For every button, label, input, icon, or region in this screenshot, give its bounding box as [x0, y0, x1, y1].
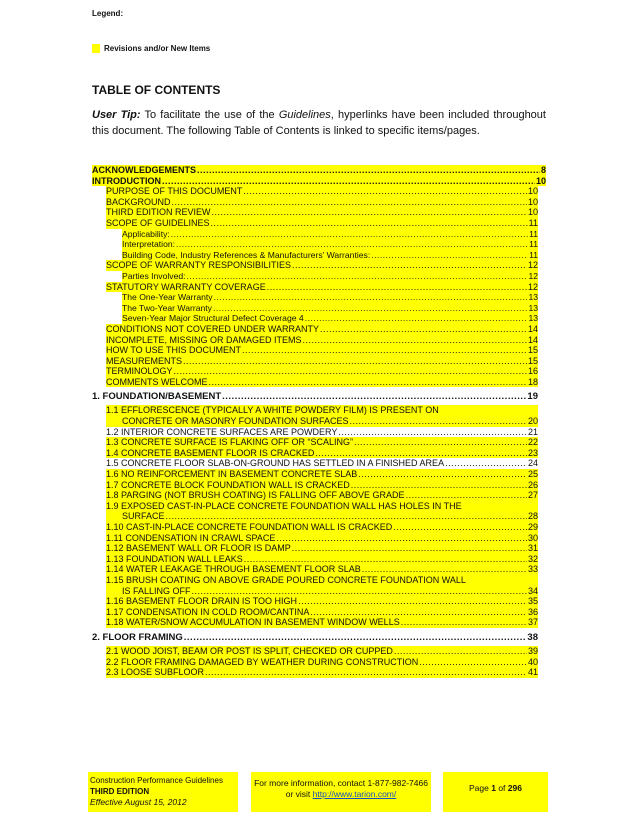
toc-dot-leader — [174, 366, 527, 377]
toc-page-number: 21 — [527, 426, 538, 437]
toc-page-number: 34 — [527, 585, 538, 596]
toc-entry[interactable] — [92, 335, 546, 346]
toc-page-number: 35 — [527, 596, 538, 607]
toc-dot-leader — [358, 469, 527, 480]
toc-entry-link[interactable] — [106, 405, 538, 426]
toc-page-number: 26 — [527, 479, 538, 490]
toc-entry-label: ACKNOWLEDGEMENTS — [92, 165, 196, 175]
toc-entry-label: THIRD EDITION REVIEW — [106, 207, 211, 218]
toc-entry-link[interactable] — [106, 575, 538, 596]
toc-entry-link[interactable] — [106, 197, 538, 208]
toc-dot-leader — [172, 197, 527, 208]
toc-dot-leader — [354, 437, 527, 448]
toc-entry-link[interactable] — [122, 271, 538, 282]
toc-dot-leader — [315, 448, 527, 459]
toc-page-number: 20 — [527, 416, 538, 427]
toc-entry-link[interactable] — [106, 596, 538, 607]
toc-dot-leader — [205, 667, 527, 678]
toc-entry-label: 1.2 INTERIOR CONCRETE SURFACES ARE POWDERY — [106, 426, 338, 437]
toc-dot-leader — [276, 533, 527, 544]
toc-entry-label: INCOMPLETE, MISSING OR DAMAGED ITEMS — [106, 334, 302, 345]
toc-entry[interactable] — [92, 469, 546, 480]
toc-entry-label: 1. FOUNDATION/BASEMENT — [92, 391, 222, 403]
toc-page-number: 10 — [527, 186, 538, 197]
toc-entry[interactable] — [92, 533, 546, 544]
toc-entry[interactable] — [92, 218, 546, 229]
toc-entry[interactable] — [92, 405, 546, 426]
footer-effective-date: Effective August 15, 2012 — [90, 797, 187, 807]
toc-page-number: 18 — [527, 376, 538, 387]
toc-dot-leader — [183, 356, 527, 367]
toc-heading: TABLE OF CONTENTS — [92, 83, 221, 97]
toc-dot-leader — [445, 458, 527, 469]
toc-entry-label: 1.13 FOUNDATION WALL LEAKS — [106, 553, 243, 564]
toc-entry-label: 1.6 NO REINFORCEMENT IN BASEMENT CONCRETE SLAB — [106, 469, 358, 480]
toc-entry-label: Parties Involved: — [122, 270, 186, 281]
toc-dot-leader — [243, 186, 527, 197]
toc-entry-link[interactable] — [106, 607, 538, 618]
toc-entry[interactable] — [92, 389, 546, 404]
toc-entry[interactable] — [92, 250, 546, 261]
toc-dot-leader — [350, 416, 527, 427]
toc-entry-label: COMMENTS WELCOME — [106, 376, 208, 387]
toc-entry-link[interactable] — [106, 366, 538, 377]
page-prefix: Page — [469, 783, 492, 793]
toc-entry[interactable] — [92, 437, 546, 448]
toc-entry-link[interactable] — [122, 292, 538, 303]
toc-page-number: 40 — [527, 656, 538, 667]
footer-contact-box — [251, 772, 431, 812]
toc-entry-label: HOW TO USE THIS DOCUMENT — [106, 345, 242, 356]
toc-dot-leader — [401, 617, 527, 628]
toc-entry[interactable] — [92, 667, 546, 678]
footer-page-box — [443, 772, 548, 812]
toc-entry-link[interactable] — [106, 324, 538, 335]
toc-page-number: 27 — [527, 490, 538, 501]
toc-page-number: 37 — [527, 617, 538, 628]
toc-entry-label: 1.1 EFFLORESCENCE (TYPICALLY A WHITE POWDERY FILM) IS PRESENT ON — [106, 405, 439, 416]
page-number: 1 — [491, 783, 496, 793]
toc-entry[interactable] — [92, 646, 546, 657]
toc-entry-link[interactable] — [106, 667, 538, 678]
toc-dot-leader — [351, 480, 527, 491]
toc-entry-link[interactable] — [106, 448, 538, 459]
toc-dot-leader — [338, 427, 527, 438]
toc-entry-label: 1.12 BASEMENT WALL OR FLOOR IS DAMP — [106, 543, 291, 554]
toc-page-number: 10 — [527, 196, 538, 207]
toc-entry-label: 1.14 WATER LEAKAGE THROUGH BASEMENT FLOOR SLAB — [106, 564, 361, 575]
toc-dot-leader — [244, 554, 527, 565]
toc-page-number: 10 — [527, 207, 538, 218]
toc-entry[interactable] — [92, 377, 546, 388]
toc-entry[interactable] — [92, 480, 546, 491]
toc-entry-label: 1.4 CONCRETE BASEMENT FLOOR IS CRACKED — [106, 447, 315, 458]
toc-page-number: 13 — [528, 292, 538, 303]
toc-page-number: 13 — [528, 302, 538, 313]
toc-entry-link[interactable] — [106, 282, 538, 293]
toc-entry[interactable] — [92, 165, 546, 176]
toc-page-number: 14 — [527, 323, 538, 334]
toc-dot-leader — [371, 250, 528, 261]
page-footer — [88, 772, 548, 812]
toc-dot-leader — [303, 335, 527, 346]
toc-entry-label: INTRODUCTION — [92, 175, 161, 186]
toc-dot-leader — [187, 271, 528, 282]
toc-entry-label-continued: CONCRETE OR MASONRY FOUNDATION SURFACES — [122, 416, 349, 427]
toc-page-number: 36 — [527, 606, 538, 617]
toc-page-number: 12 — [527, 260, 538, 271]
toc-page-number: 13 — [528, 313, 538, 324]
toc-entry[interactable] — [92, 324, 546, 335]
toc-entry[interactable] — [92, 356, 546, 367]
toc-page-number: 23 — [527, 447, 538, 458]
toc-entry-label: PURPOSE OF THIS DOCUMENT — [106, 186, 243, 197]
toc-page-number: 25 — [527, 469, 538, 480]
toc-entry-link[interactable] — [106, 427, 538, 438]
page-of: of — [495, 783, 508, 793]
toc-entry[interactable] — [92, 522, 546, 533]
toc-entry-link[interactable] — [122, 250, 538, 261]
user-tip-guidelines: Guidelines — [278, 109, 331, 121]
user-tip — [92, 108, 546, 139]
toc-entry-link[interactable] — [106, 646, 538, 657]
toc-entry-label: 1.17 CONDENSATION IN COLD ROOM/CANTINA — [106, 606, 310, 617]
toc-page-number: 31 — [527, 543, 538, 554]
toc-dot-leader — [305, 313, 528, 324]
toc-entry-link[interactable] — [106, 543, 538, 554]
toc-entry-link[interactable] — [106, 458, 538, 469]
toc-page-number: 14 — [527, 334, 538, 345]
highlight-swatch — [92, 44, 100, 53]
toc-entry-link[interactable] — [92, 176, 546, 187]
toc-entry-link[interactable] — [106, 186, 538, 197]
toc-page-number: 29 — [527, 522, 538, 532]
toc-entry[interactable] — [92, 303, 546, 314]
footer-edition-box — [88, 772, 238, 812]
toc-entry-link[interactable] — [106, 207, 538, 218]
toc-entry-label: 1.11 CONDENSATION IN CRAWL SPACE — [106, 532, 276, 543]
toc-entry-label: 2. FLOOR FRAMING — [92, 631, 183, 643]
toc-page-number: 11 — [529, 228, 538, 239]
toc-entry-continuation — [106, 511, 538, 522]
footer-url-link[interactable]: http://www.tarion.com/ — [312, 789, 397, 799]
toc-entry-link[interactable] — [106, 554, 538, 565]
toc-entry-label: Seven-Year Major Structural Defect Coverage 4 — [122, 313, 304, 324]
toc-dot-leader — [298, 596, 527, 607]
toc-entry[interactable] — [92, 575, 546, 596]
toc-page-number: 10 — [535, 175, 546, 186]
toc-entry-link[interactable] — [122, 313, 538, 324]
toc-entry-label: 1.5 CONCRETE FLOOR SLAB-ON-GROUND HAS SETTLED IN A FINISHED AREA — [106, 458, 445, 469]
toc-page-number: 8 — [540, 165, 546, 175]
toc-entry-link[interactable] — [106, 356, 538, 367]
toc-entry-link[interactable] — [92, 630, 538, 645]
toc-entry-label: CONDITIONS NOT COVERED UNDER WARRANTY — [106, 323, 320, 334]
toc-entry[interactable] — [92, 197, 546, 208]
toc-entry[interactable] — [92, 207, 546, 218]
toc-dot-leader — [394, 646, 527, 657]
footer-visit — [251, 789, 431, 800]
toc-dot-leader — [209, 377, 527, 388]
toc-dot-leader — [197, 165, 540, 176]
toc-entry[interactable] — [92, 313, 546, 324]
toc-page-number: 28 — [527, 511, 538, 522]
toc-entry[interactable] — [92, 490, 546, 501]
toc-page-number: 41 — [527, 667, 538, 678]
toc-entry-label: Interpretation: — [122, 239, 176, 250]
footer-edition: THIRD EDITION — [90, 787, 150, 796]
toc-page-number: 15 — [527, 345, 538, 356]
toc-entry-label: 1.18 WATER/SNOW ACCUMULATION IN BASEMENT WINDOW WELLS — [106, 617, 400, 628]
user-tip-label: User Tip: — [92, 109, 141, 121]
toc-entry-link[interactable] — [106, 522, 538, 533]
toc-dot-leader — [213, 303, 527, 314]
toc-entry-link[interactable] — [106, 490, 538, 501]
toc-page-number: 22 — [527, 437, 538, 448]
toc-dot-leader — [162, 176, 535, 187]
toc-entry-label-continued: IS FALLING OFF — [122, 585, 191, 596]
toc-entry[interactable] — [92, 260, 546, 271]
toc-entry-label: TERMINOLOGY — [106, 366, 173, 377]
toc-entry-label: SCOPE OF GUIDELINES — [106, 217, 210, 228]
toc-page-number: 24 — [527, 458, 538, 469]
toc-entry-label: STATUTORY WARRANTY COVERAGE — [106, 281, 266, 292]
toc-entry[interactable] — [92, 617, 546, 628]
toc-entry-label: 2.3 LOOSE SUBFLOOR — [106, 667, 205, 678]
toc-page-number: 15 — [527, 355, 538, 366]
toc-entry[interactable] — [92, 427, 546, 438]
toc-entry-label: 1.7 CONCRETE BLOCK FOUNDATION WALL IS CRACKED — [106, 479, 350, 490]
toc-page-number: 39 — [527, 645, 538, 656]
toc-entry-label: 1.9 EXPOSED CAST-IN-PLACE CONCRETE FOUNDATION WALL HAS HOLES IN THE — [106, 500, 462, 511]
toc-entry[interactable] — [92, 657, 546, 668]
toc-dot-leader — [214, 292, 528, 303]
toc-page-number: 32 — [527, 553, 538, 564]
toc-entry[interactable] — [92, 448, 546, 459]
toc-entry-continuation — [106, 586, 538, 597]
toc-dot-leader — [310, 607, 527, 618]
toc-entry-link[interactable] — [106, 564, 538, 575]
toc-entry[interactable] — [92, 239, 546, 250]
toc-entry-link[interactable] — [122, 239, 538, 250]
toc-dot-leader — [184, 630, 527, 645]
toc-page-number: 38 — [527, 631, 538, 643]
toc-dot-leader — [362, 564, 527, 575]
toc-page-number: 12 — [528, 270, 538, 281]
toc-entry[interactable] — [92, 458, 546, 469]
toc-page-number: 11 — [529, 249, 538, 260]
toc-entry[interactable] — [92, 366, 546, 377]
user-tip-text-1: To facilitate the use of the — [140, 109, 279, 121]
toc-entry-label: BACKGROUND — [106, 196, 171, 207]
toc-dot-leader — [176, 239, 528, 250]
user-tip-text-2: , hyperlinks have been included throughout this document. The following Table of Contents is linked to specific items/pages. — [92, 109, 546, 137]
toc-entry-link[interactable] — [106, 437, 538, 448]
toc-entry[interactable] — [92, 554, 546, 565]
toc-entry[interactable] — [92, 596, 546, 607]
toc-entry[interactable] — [92, 176, 546, 187]
footer-contact: For more information, contact 1-877-982-7466 — [254, 778, 428, 788]
toc-entry[interactable] — [92, 501, 546, 522]
toc-entry-label: 1.8 PARGING (NOT BRUSH COATING) IS FALLING OFF ABOVE GRADE — [106, 490, 405, 501]
toc-entry-link[interactable] — [106, 657, 538, 668]
footer-guidelines-title: Construction Performance Guidelines — [90, 776, 223, 785]
toc-entry[interactable] — [92, 292, 546, 303]
toc-dot-leader — [320, 324, 527, 335]
toc-dot-leader — [222, 389, 526, 404]
toc-page-number: 30 — [527, 532, 538, 543]
toc-entry-link[interactable] — [106, 617, 538, 628]
toc-entry[interactable] — [92, 345, 546, 356]
toc-entry-link[interactable] — [106, 501, 538, 522]
toc-entry-link[interactable] — [106, 469, 538, 480]
toc-dot-leader — [166, 511, 527, 522]
toc-dot-leader — [211, 218, 528, 229]
legend-title: Legend: — [92, 9, 124, 18]
toc-entry-label-continued: SURFACE — [122, 511, 165, 522]
toc-entry-link[interactable] — [106, 345, 538, 356]
toc-page-number: 11 — [529, 239, 538, 250]
toc-entry-link[interactable] — [106, 260, 538, 271]
toc-entry-link[interactable] — [92, 389, 538, 404]
toc-page-number: 11 — [528, 217, 538, 228]
toc-dot-leader — [212, 207, 527, 218]
toc-page-number: 16 — [527, 366, 538, 377]
page-total: 296 — [507, 783, 522, 793]
toc-dot-leader — [192, 586, 527, 597]
toc-entry-link[interactable] — [106, 335, 538, 346]
toc-entry-label: 1.3 CONCRETE SURFACE IS FLAKING OFF OR “SCALING” — [106, 437, 354, 448]
toc-entry-link[interactable] — [122, 303, 538, 314]
toc-entry-link[interactable] — [106, 377, 538, 388]
toc-dot-leader — [292, 260, 527, 271]
toc-entry[interactable] — [92, 630, 546, 645]
toc-dot-leader — [242, 345, 527, 356]
toc-entry-link[interactable] — [106, 480, 538, 491]
toc-entry-label: 2.2 FLOOR FRAMING DAMAGED BY WEATHER DURING CONSTRUCTION — [106, 656, 419, 667]
toc-entry[interactable] — [92, 271, 546, 282]
toc-entry-label: The One-Year Warranty — [122, 292, 213, 303]
legend-item — [92, 44, 210, 53]
footer-visit-label: or visit — [285, 789, 313, 799]
toc-entry[interactable] — [92, 186, 546, 197]
table-of-contents — [92, 165, 546, 678]
toc-entry-label: 2.1 WOOD JOIST, BEAM OR POST IS SPLIT, CHECKED OR CUPPED — [106, 645, 393, 656]
toc-entry-link[interactable] — [106, 218, 538, 229]
toc-dot-leader — [419, 657, 527, 668]
toc-entry[interactable] — [92, 543, 546, 554]
toc-entry-link[interactable] — [106, 533, 538, 544]
toc-entry[interactable] — [92, 607, 546, 618]
toc-entry-label: The Two-Year Warranty — [122, 302, 212, 313]
toc-dot-leader — [393, 522, 527, 533]
toc-entry-continuation — [106, 416, 538, 427]
toc-page-number: 33 — [527, 564, 538, 575]
toc-entry[interactable] — [92, 564, 546, 575]
toc-entry-label: Building Code, Industry References & Manufacturers’ Warranties: — [122, 249, 371, 260]
toc-entry[interactable] — [92, 229, 546, 240]
toc-entry-link[interactable] — [92, 165, 546, 176]
toc-entry-label: 1.15 BRUSH COATING ON ABOVE GRADE POURED CONCRETE FOUNDATION WALL — [106, 574, 466, 585]
toc-page-number: 12 — [527, 281, 538, 292]
toc-entry[interactable] — [92, 282, 546, 293]
legend-item-label: Revisions and/or New Items — [104, 44, 211, 53]
toc-entry-label: 1.10 CAST-IN-PLACE CONCRETE FOUNDATION WALL IS CRACKED — [106, 522, 393, 532]
toc-entry-label: 1.16 BASEMENT FLOOR DRAIN IS TOO HIGH — [106, 596, 298, 607]
toc-dot-leader — [406, 490, 527, 501]
toc-dot-leader — [171, 229, 528, 240]
toc-dot-leader — [292, 543, 527, 554]
toc-dot-leader — [267, 282, 527, 293]
toc-entry-label: Applicability: — [122, 228, 170, 239]
toc-page-number: 19 — [527, 391, 538, 403]
toc-entry-link[interactable] — [122, 229, 538, 240]
toc-entry-label: SCOPE OF WARRANTY RESPONSIBILITIES — [106, 260, 292, 271]
toc-entry-label: MEASUREMENTS — [106, 355, 183, 366]
